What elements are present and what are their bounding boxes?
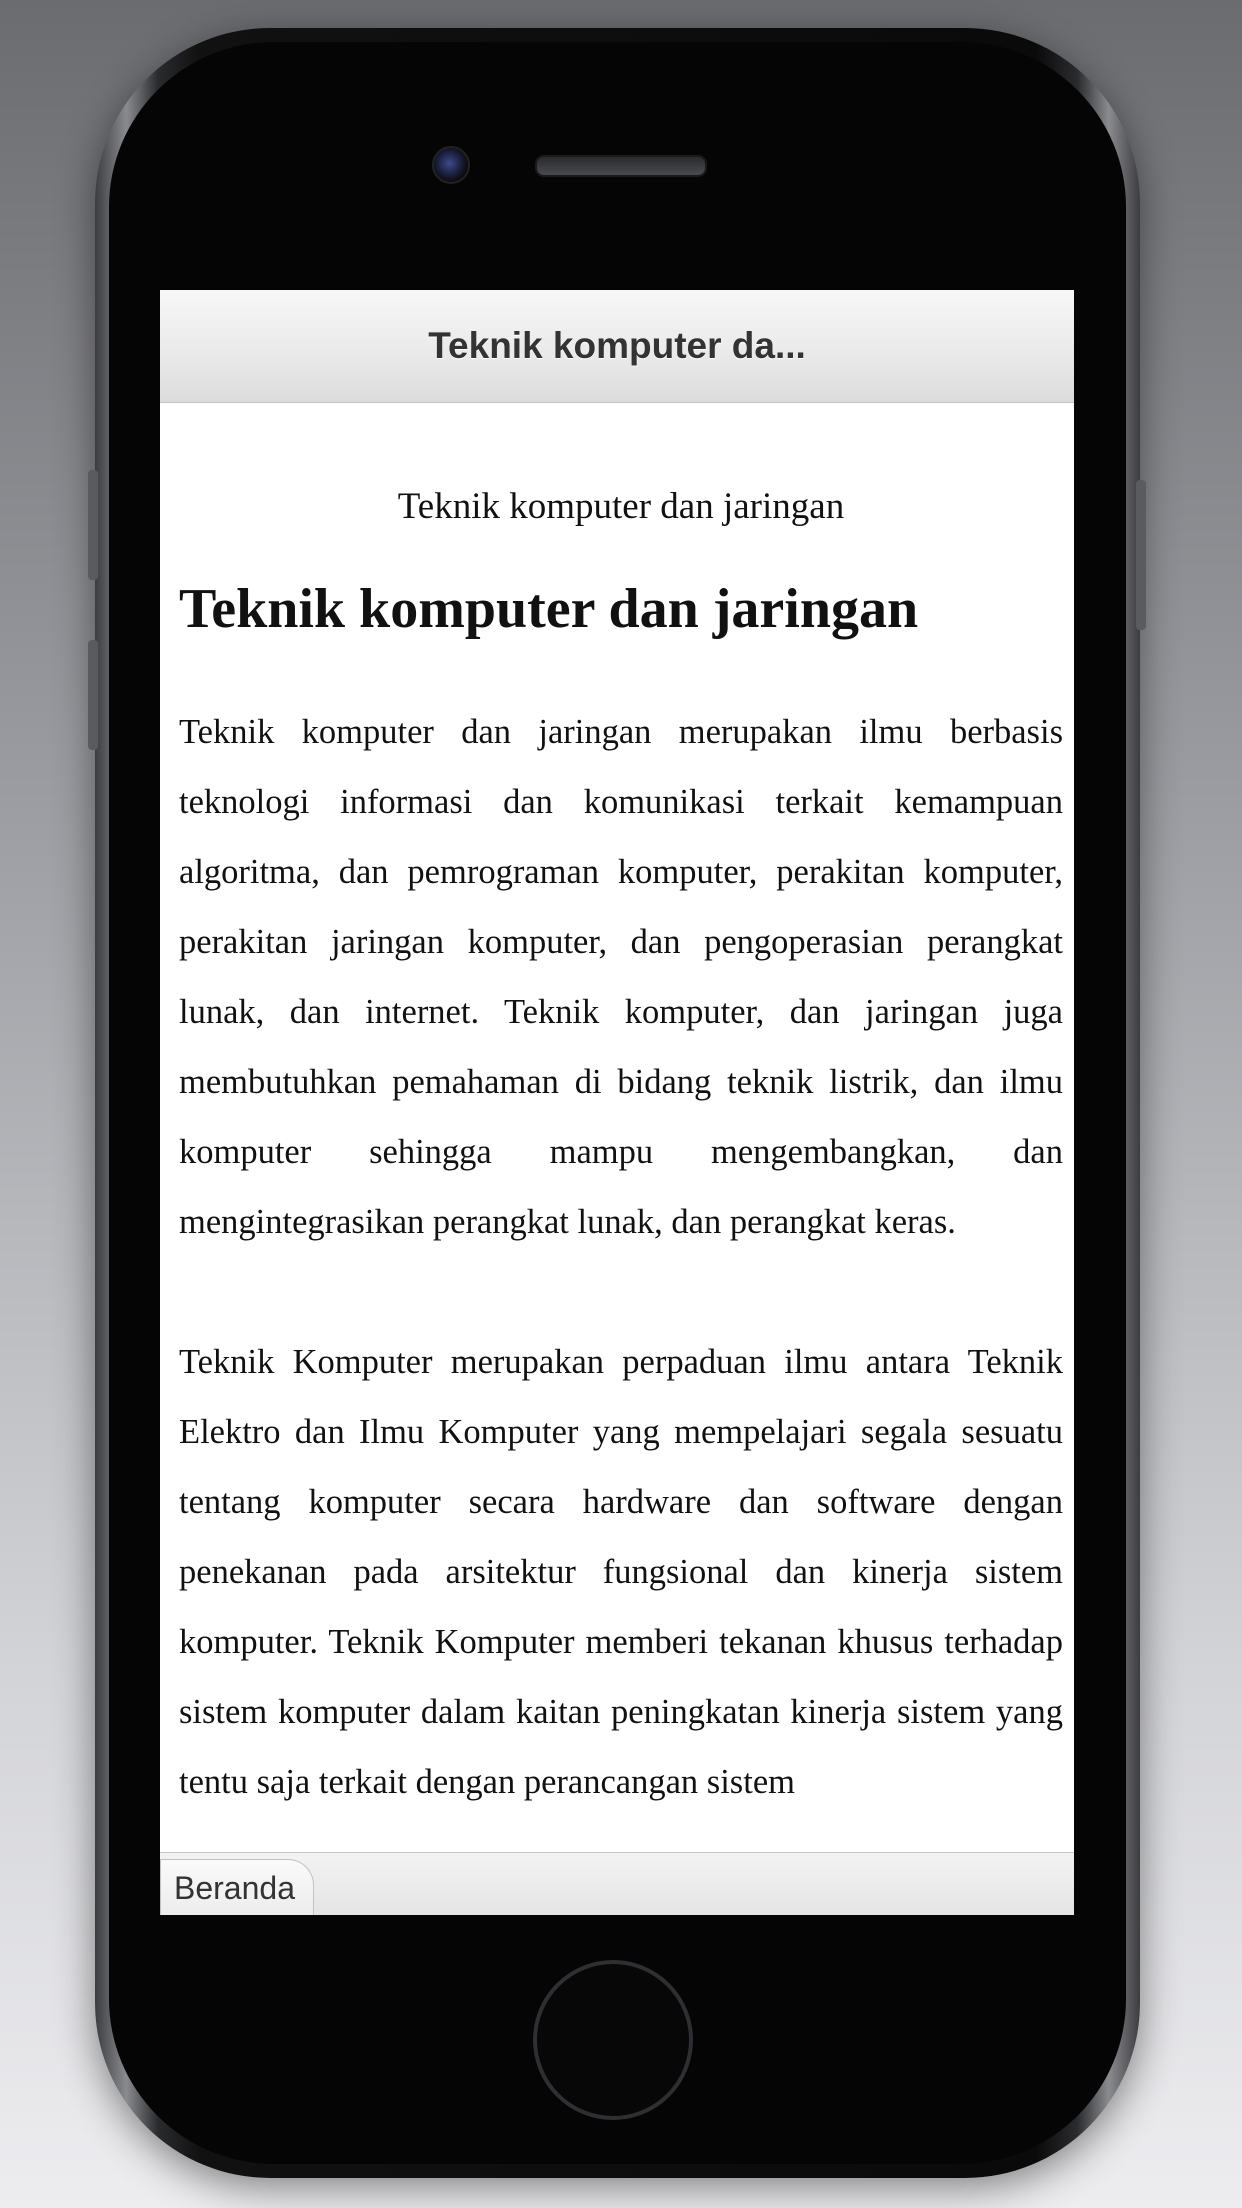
footer-navbar [160, 1852, 1074, 1915]
volume-down-button [88, 640, 98, 750]
app-header [160, 290, 1074, 403]
page-title: Teknik komputer da... [428, 325, 806, 366]
article-paragraph-1: Teknik komputer dan jaringan merupakan ilmu berbasis teknologi informasi dan komunikasi terkait kemampuan algoritma, dan pemrograman komputer, perakitan komputer, perakitan jaringan komputer, dan pengoperasian perangkat lunak, dan internet. Teknik komputer, dan jaringan juga membutuhkan pemahaman di bidang teknik listrik, dan ilmu komputer sehingga mampu mengembangkan, dan mengintegrasikan perangkat lunak, dan perangkat keras. [179, 713, 1063, 1241]
tab-beranda[interactable] [160, 1859, 314, 1915]
front-camera-icon [432, 146, 470, 184]
app-screen [160, 290, 1074, 1915]
tab-beranda-label: Beranda [174, 1869, 295, 1906]
article-content[interactable] [179, 402, 1063, 1852]
article-paragraph-2: Teknik Komputer merupakan perpaduan ilmu antara Teknik Elektro dan Ilmu Komputer yang mempelajari segala sesuatu tentang komputer secara hardware dan software dengan penekanan pada arsitektur fungsional dan kinerja sistem komputer. Teknik Komputer memberi tekanan khusus terhadap sistem komputer dalam kaitan peningkatan kinerja sistem yang tentu saja terkait dengan perancangan sistem [179, 1343, 1063, 1801]
article-caption: Teknik komputer dan jaringan [397, 486, 845, 527]
earpiece-speaker [535, 155, 707, 177]
power-button [1136, 480, 1146, 630]
home-button [533, 1960, 693, 2120]
volume-up-button [88, 470, 98, 580]
article-heading: Teknik komputer dan jaringan [179, 578, 919, 640]
